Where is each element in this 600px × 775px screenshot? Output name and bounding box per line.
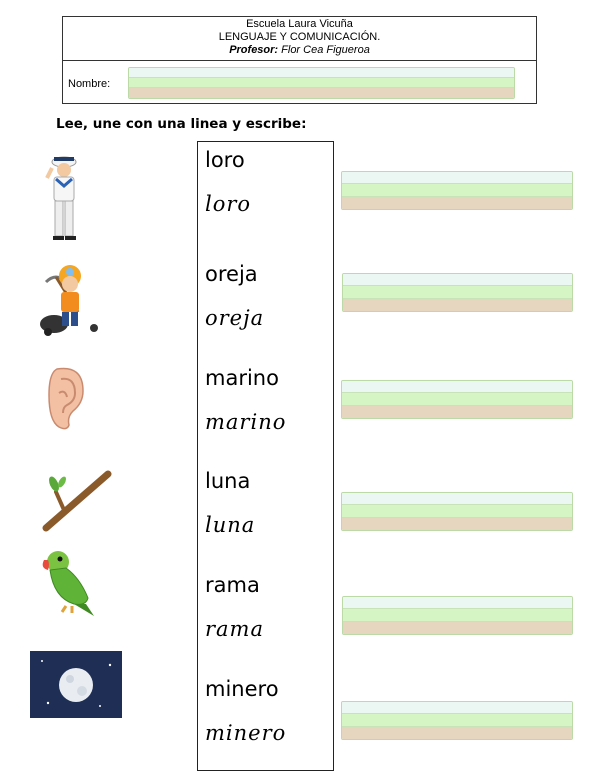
teacher-line [63,44,536,57]
teacher-name: Flor Cea Figueroa [281,44,370,56]
word-print-3[interactable]: marino [205,366,279,390]
word-cursive-1[interactable]: loro [205,192,252,216]
word-cursive-4[interactable]: luna [205,513,256,537]
teacher-label: Profesor: [229,44,279,56]
word-print-5[interactable]: rama [205,573,260,597]
header-box [62,16,537,104]
writing-lines-2[interactable] [342,273,573,312]
word-print-2[interactable]: oreja [205,262,258,286]
writing-lines-3[interactable] [341,380,573,419]
ear-icon [45,365,85,431]
word-cursive-5[interactable]: rama [205,617,264,641]
sailor-icon [42,152,86,246]
header-title-area [63,17,536,61]
word-print-6[interactable]: minero [205,677,279,701]
word-print-1[interactable]: loro [205,148,245,172]
word-cursive-6[interactable]: minero [205,721,287,745]
moon-icon [30,651,122,718]
writing-lines-4[interactable] [341,492,573,531]
name-writing-lines[interactable] [128,67,515,99]
word-cursive-2[interactable]: oreja [205,306,265,330]
writing-lines-6[interactable] [341,701,573,740]
subject-title: LENGUAJE Y COMUNICACIÓN. [218,31,381,43]
miner-icon [38,262,104,338]
name-label: Nombre: [68,78,111,90]
school-name: Escuela Laura Vicuña [246,18,353,30]
writing-lines-1[interactable] [341,171,573,210]
instruction-text: Lee, une con una linea y escribe: [56,116,307,132]
writing-lines-5[interactable] [342,596,573,635]
parrot-icon [40,548,96,618]
word-print-4[interactable]: luna [205,469,251,493]
word-cursive-3[interactable]: marino [205,410,287,434]
branch-icon [42,470,114,532]
